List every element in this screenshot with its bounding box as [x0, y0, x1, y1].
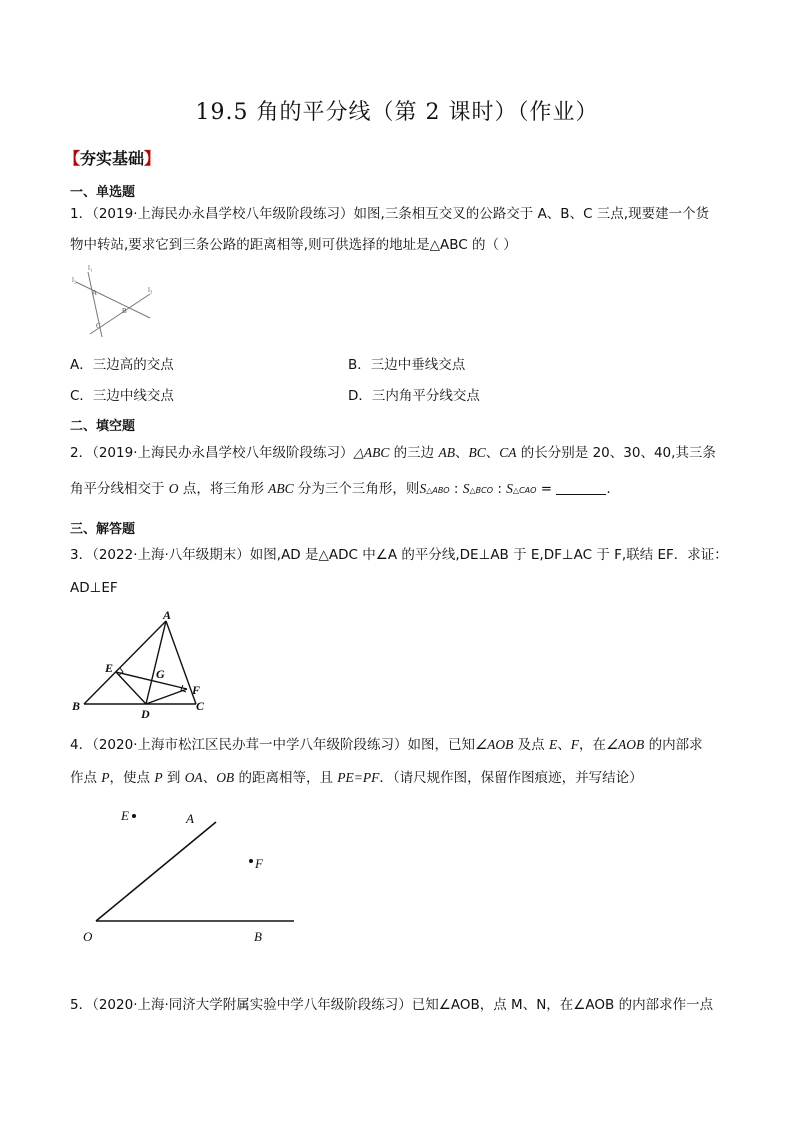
q1-option-b: B．三边中垂线交点 [348, 357, 466, 373]
side-ab [84, 621, 166, 704]
fig3-label-b: B [72, 699, 81, 713]
point-f [249, 859, 253, 863]
fig4-label-a: A [186, 811, 194, 826]
q2-line2: 角平分线相交于 O 点，将三角形 ABC 分为三个三角形，则S△ABO : S△BCO : S△CAO = . [70, 481, 611, 497]
q3-figure [66, 606, 226, 722]
fig3-label-f: F [192, 683, 201, 697]
q1-option-d: D．三内角平分线交点 [348, 388, 480, 404]
q1-figure [70, 262, 160, 342]
fig4-label-o: O [83, 929, 93, 944]
fig4-label-f: F [255, 856, 263, 871]
ray-oa [96, 822, 216, 921]
q4-line1: 4．（2020·上海市松江区民办茸一中学八年级阶段练习）如图，已知∠AOB 及点 E、F，在∠AOB 的内部求 [70, 737, 703, 753]
fig1-label-b: B [122, 307, 127, 315]
part3-heading: 三、解答题 [70, 522, 136, 537]
q2-line1: 2．（2019·上海民办永昌学校八年级阶段练习）△ABC 的三边 AB、BC、CA 的长分别是 20、30、40,其三条 [70, 445, 716, 461]
q1-option-c: C．三边中线交点 [70, 388, 174, 404]
point-e [132, 814, 136, 818]
road-l2 [76, 282, 150, 318]
bisector-ad [146, 621, 166, 704]
fig1-label-l1: l₁ [88, 264, 93, 272]
fig1-label-c: C [96, 322, 101, 330]
segment-de [116, 672, 146, 704]
q1-line2: 物中转站,要求它到三条公路的距离相等,则可供选择的地址是△ABC 的（ ） [70, 237, 517, 253]
fig1-label-a: A [92, 289, 98, 297]
fig3-label-d: D [141, 707, 150, 721]
q3-line1: 3．（2022·上海·八年级期末）如图,AD 是△ADC 中∠A 的平分线,DE⊥AB 于 E,DF⊥AC 于 F,联结 EF．求证： [70, 547, 728, 563]
section-banner: 【夯实基础】 [64, 149, 161, 168]
part2-heading: 二、填空题 [70, 419, 136, 434]
page-title: 19.5 角的平分线（第 2 课时）（作业） [195, 100, 599, 125]
fig4-label-b: B [254, 929, 262, 944]
fig3-label-e: E [105, 661, 114, 675]
fig1-label-l2: l₂ [72, 276, 77, 284]
q3-line2: AD⊥EF [70, 580, 118, 596]
q4-line2: 作点 P，使点 P 到 OA、OB 的距离相等，且 PE=PF．（请尺规作图，保留作图痕迹，并写结论） [70, 770, 643, 786]
fig1-label-l3: l₃ [148, 286, 153, 294]
segment-df [146, 689, 187, 704]
fig4-label-e: E [121, 808, 129, 823]
q5-line1: 5．（2020·上海·同济大学附属实验中学八年级阶段练习）已知∠AOB，点 M、N，在∠AOB 的内部求作一点 [70, 997, 714, 1013]
fig3-label-a: A [163, 608, 172, 622]
segment-ef [116, 672, 187, 689]
fig3-label-g: G [156, 667, 165, 681]
answer-blank[interactable] [556, 482, 606, 495]
part1-heading: 一、单选题 [70, 185, 136, 200]
fig3-label-c: C [196, 699, 205, 713]
q4-figure [76, 800, 306, 950]
q1-option-a: A．三边高的交点 [70, 357, 174, 373]
q1-line1: 1．（2019·上海民办永昌学校八年级阶段练习）如图,三条相互交叉的公路交于 A、B、C 三点,现要建一个货 [70, 206, 710, 222]
